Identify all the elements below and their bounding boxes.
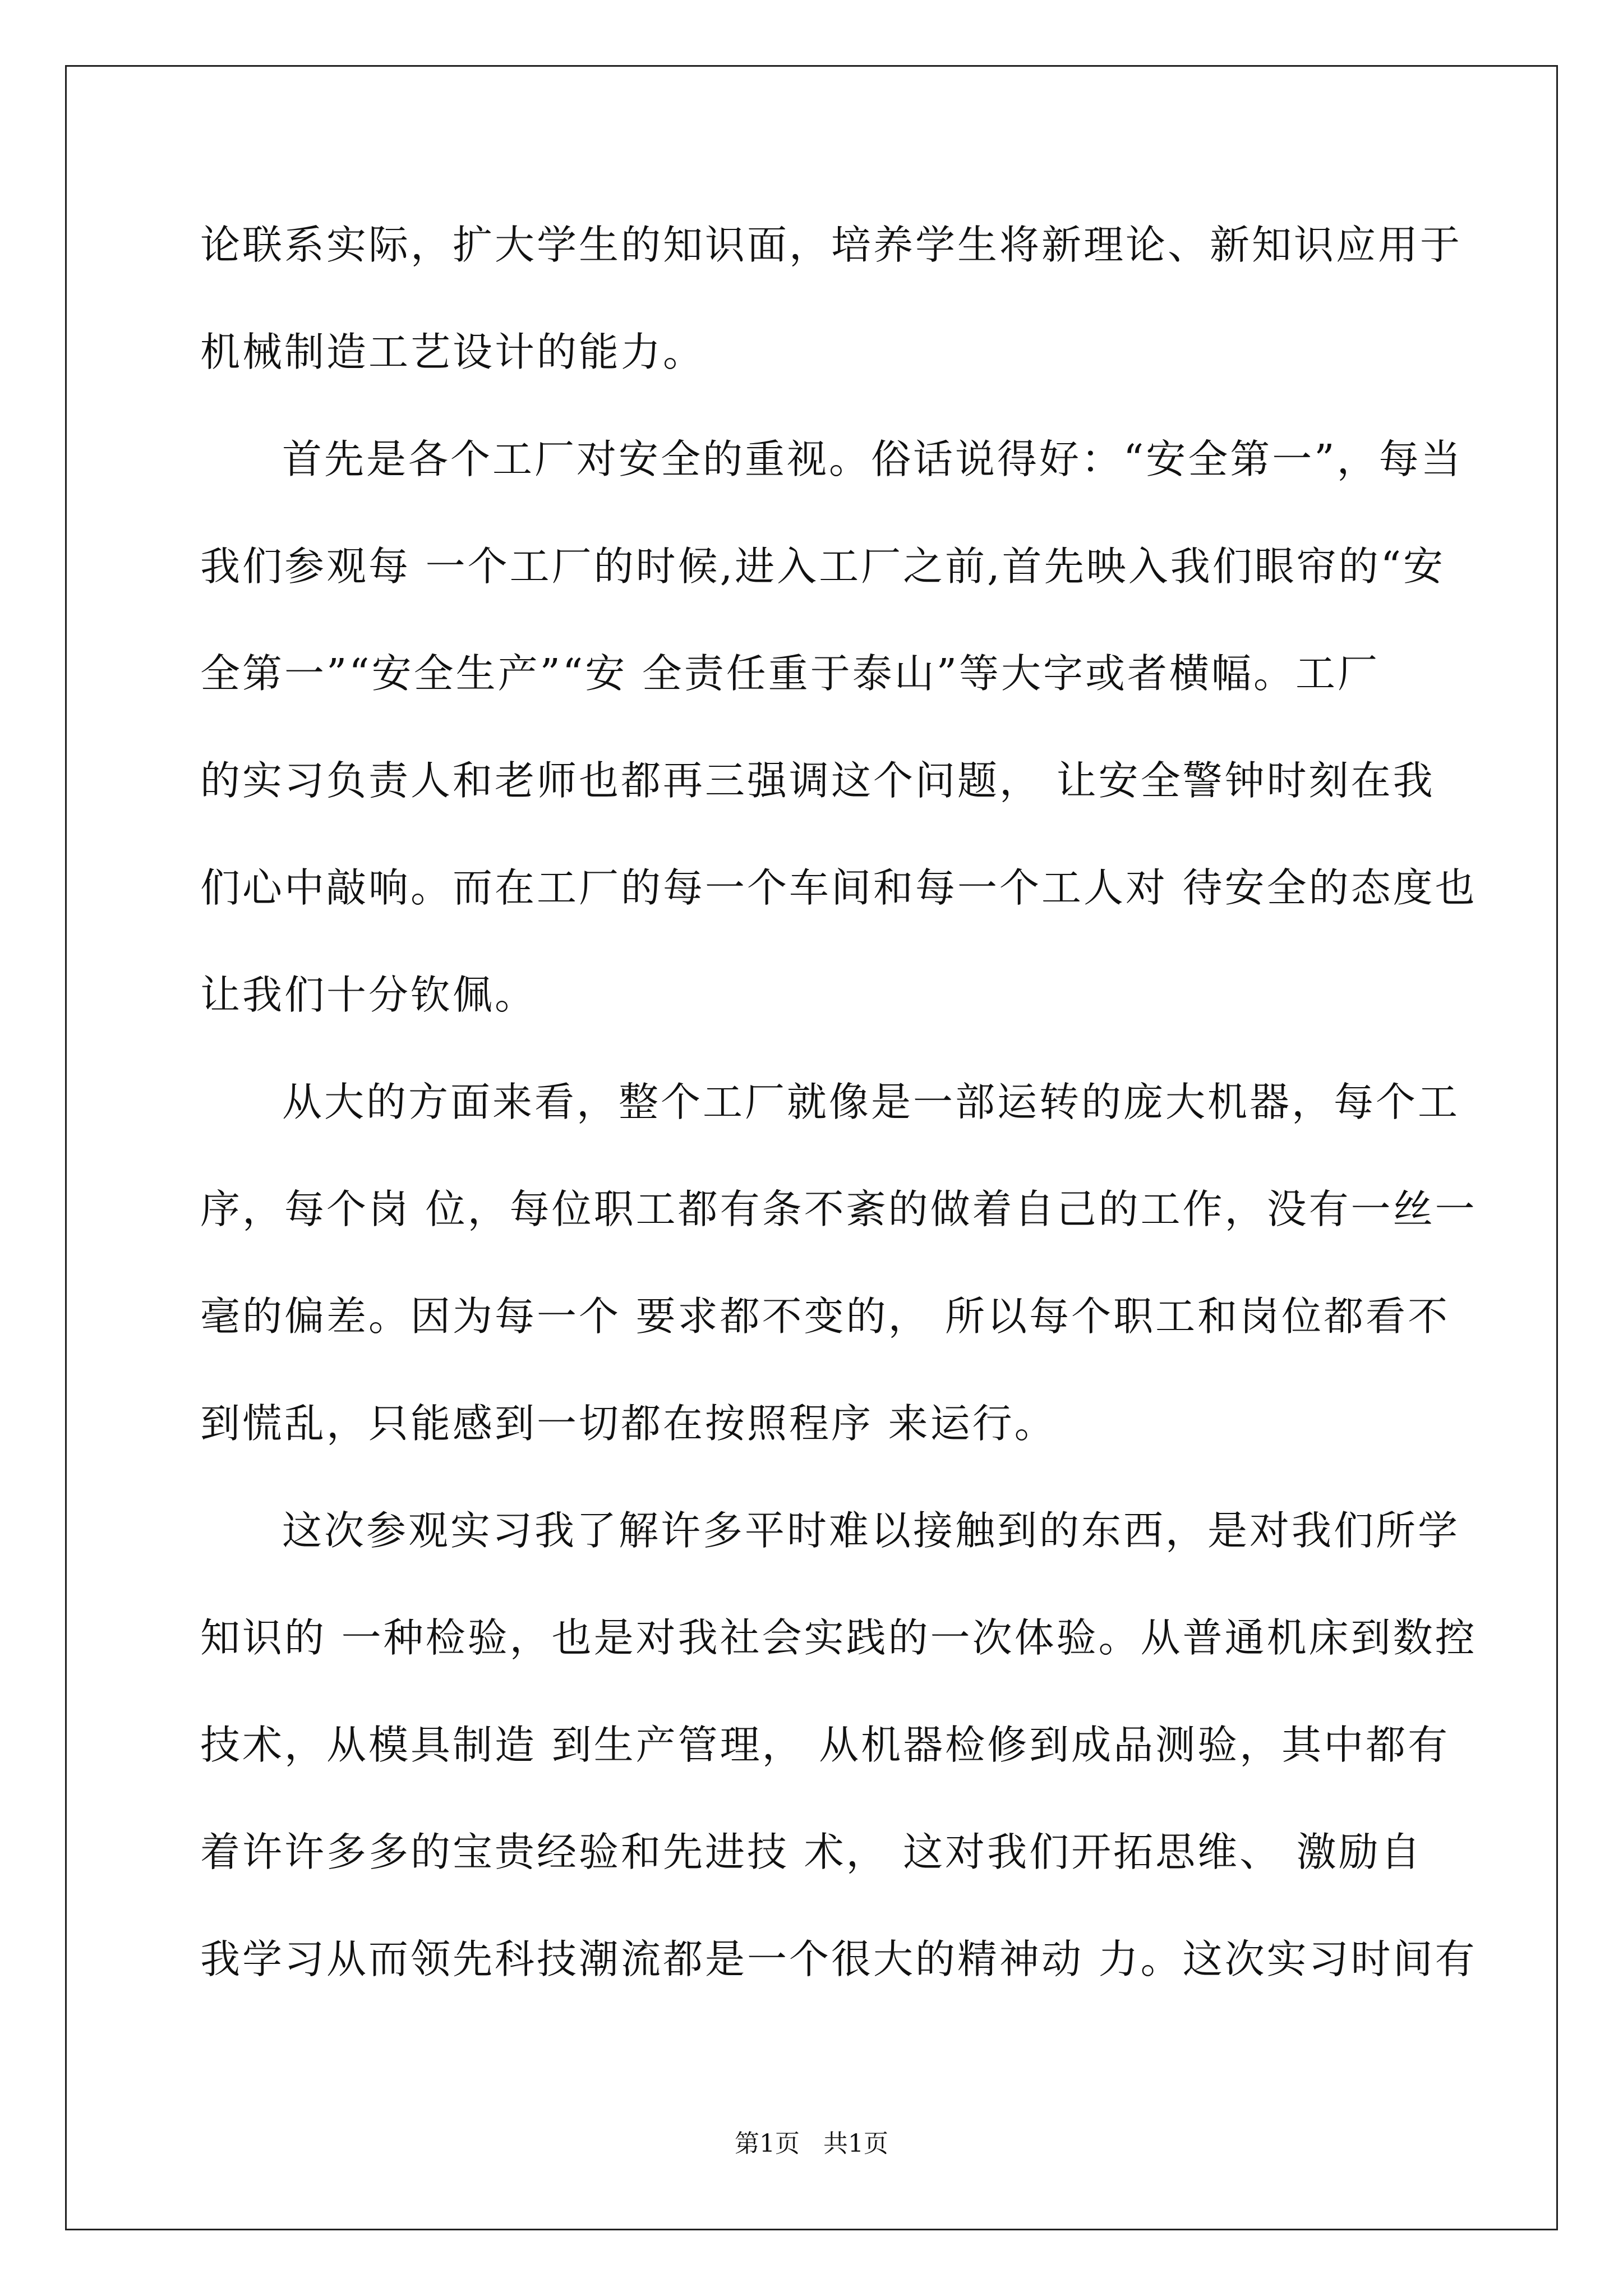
- text-line: 着许许多多的宝贵经验和先进技 术， 这对我们开拓思维、 激励自: [200, 1829, 1423, 1875]
- document-body: [200, 219, 1477, 2040]
- text-line: 让我们十分钦佩。: [200, 972, 537, 1018]
- text-line: 我学习从而领先科技潮流都是一个很大的精神动 力。这次实习时间有: [200, 1936, 1477, 1982]
- page-number-footer: 第1页 共1页: [735, 2129, 888, 2158]
- text-line: 这次参观实习我了解许多平时难以接触到的东西，是对我们所学: [282, 1507, 1460, 1554]
- text-line: 机械制造工艺设计的能力。: [200, 329, 706, 375]
- text-line: 的实习负责人和老师也都再三强调这个问题， 让安全警钟时刻在我: [200, 757, 1435, 804]
- text-line: 从大的方面来看，整个工厂就像是一部运转的庞大机器，每个工: [282, 1079, 1460, 1125]
- text-line: 序，每个岗 位，每位职工都有条不紊的做着自己的工作，没有一丝一: [200, 1186, 1477, 1232]
- text-line: 技术，从模具制造 到生产管理， 从机器检修到成品测验，其中都有: [200, 1722, 1450, 1768]
- text-line: 毫的偏差。因为每一个 要求都不变的， 所以每个职工和岗位都看不: [200, 1293, 1450, 1340]
- text-line: 论联系实际，扩大学生的知识面，培养学生将新理论、新知识应用于: [200, 222, 1463, 268]
- text-line: 全第一”“安全生产”“安 全责任重于泰山”等大字或者横幅。工厂: [200, 650, 1380, 697]
- text-line: 到慌乱，只能感到一切都在按照程序 来运行。: [200, 1400, 1057, 1447]
- text-line: 知识的 一种检验，也是对我社会实践的一次体验。从普通机床到数控: [200, 1614, 1477, 1661]
- text-line: 们心中敲响。而在工厂的每一个车间和每一个工人对 待安全的态度也: [200, 864, 1477, 911]
- text-line: 首先是各个工厂对安全的重视。俗话说得好：“安全第一”，每当: [282, 436, 1463, 482]
- text-line: 我们参观每 一个工厂的时候,进入工厂之前,首先映入我们眼帘的“安: [200, 543, 1446, 590]
